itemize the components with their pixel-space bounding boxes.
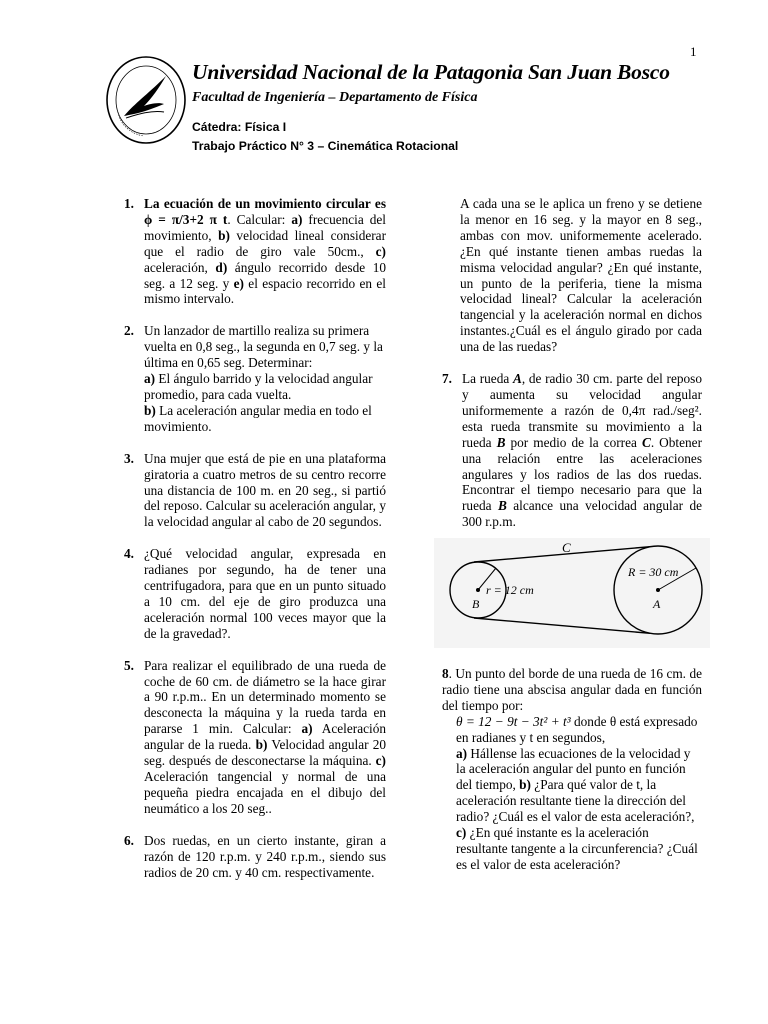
problem-8: 8. Un punto del borde de una rueda de 16 cm. de radio tiene una abscisa angular dada en función del tiempo por: θ = 12 − 9t − 3t² + t³ donde θ está expresado en radianes y t en segundos, a) Hállense las ecuaciones de la velocidad y la aceleración angular del punto en función del tiempo, b) ¿Para qué valor de t, la aceleración resultante tiene la dirección del radio? ¿Cuál es el valor de esta aceleración?, c) ¿En qué instante es la aceleración resultante tangente a la circunferencia? ¿Cuál es el valor de esta aceleración? [442,666,702,872]
catedra: Cátedra: Física I [192,120,287,134]
problem-4 [124,546,386,641]
label-a: A [653,597,661,612]
practico-title: Trabajo Práctico N° 3 – Cinemática Rotacional [192,139,459,153]
pulley-diagram [434,538,710,648]
problem-number: 4. [124,546,134,562]
problem-2: 2. Un lanzador de martillo realiza su primera vuelta en 0,8 seg., la segunda en 0,7 seg. y la última en 0,65 seg. Determinar: a) El ángulo barrido y la velocidad angular promedio, para cada vuelta. b) La aceleración angular media en todo el movimiento. [124,323,386,434]
left-column [124,196,386,880]
problem-1-equation: La ecuación de un movimiento circular es ϕ = π/3+2 π t [144,196,386,227]
problem-number: 5. [124,657,134,673]
problem-7: 7. La rueda A, de radio 30 cm. parte del reposo y aumenta su velocidad angular uniformemente a razón de 0,4π rad./seg². esta rueda transmite su movimiento a la rueda B por medio de la correa C. Obtener una relación entre las aceleraciones angulares y los radios de las dos ruedas. Encontrar el tiempo necesario para que la rueda B alcance una velocidad angular de 300 r.p.m. [442,371,702,530]
problem-5: 5. Para realizar el equilibrado de una rueda de coche de 60 cm. de diámetro se la hace girar a 90 r.p.m.. En un determinado momento se desconecta la máquina y la rueda tarda en pararse 1 min. Calcular: a) Aceleración angular de la rueda. b) Velocidad angular 20 seg. después de desconectarse la máquina. c) Aceleración tangencial y normal de una pequeña piedra encajada en el dibujo del neumático a los 20 seg.. [124,657,386,816]
problem-6-text: Dos ruedas, en un cierto instante, giran a razón de 120 r.p.m. y 240 r.p.m., siendo sus radios de 20 cm. y 40 cm. respectivamente. [144,832,386,880]
problem-number: 7. [442,371,452,387]
problem-3 [124,451,386,531]
label-r-small: r = 12 cm [486,583,534,598]
label-c: C [562,540,571,556]
problem-4-text: ¿Qué velocidad angular, expresada en radianes por segundo, ha de tener una centrifugadora, para que en un punto situado a 10 cm. del eje de giro produzca una aceleración normal 100 veces mayor que la de la gravedad?. [144,546,386,641]
page-number: 1 [690,44,697,59]
problem-number: 2. [124,323,134,339]
problem-8-equation: θ = 12 − 9t − 3t² + t³ [456,713,571,729]
document-header [192,60,732,156]
problem-number: 6. [124,832,134,848]
label-b: B [472,597,480,612]
problem-number: 1. [124,196,134,211]
faculty-department: Facultad de Ingeniería – Departamento de Física [192,90,478,105]
university-name: Universidad Nacional de la Patagonia San Juan Bosco [192,60,670,84]
problem-6 [124,833,386,881]
university-seal-logo [104,54,188,146]
problem-1: 1. La ecuación de un movimiento circular es ϕ = π/3+2 π t. Calcular: a) frecuencia del movimiento, b) velocidad lineal considerar que el radio de giro vale 50cm., c) aceleración, d) ángulo recorrido desde 10 seg. a 12 seg. y e) el espacio recorrido en el mismo intervalo. [124,196,386,307]
problem-2-intro: Un lanzador de martillo realiza su primera vuelta en 0,8 seg., la segunda en 0,7 seg. y la última en 0,65 seg. Determinar: [144,323,383,371]
problem-3-text: Una mujer que está de pie en una plataforma giratoria a cuatro metros de su centro recorre una distancia de 100 m. en 20 seg., si partió del reposo. Calcular su aceleración angular, y la velocidad angular al cabo de 20 segundos. [144,450,386,530]
problem-6-continuation: A cada una se le aplica un freno y se detiene la menor en 16 seg. y la mayor en 8 seg., ambas con mov. uniformemente acelerado. ¿En qué instante tienen ambas ruedas la misma velocidad angular? ¿En qué instante, un punto de la periferia, tiene la misma velocidad lineal? Calcular la aceleración tangencial y la aceleración normal en dichos instantes.¿Cuál es el ángulo girado por cada una de las ruedas? [460,196,702,355]
label-r-big: R = 30 cm [628,565,679,580]
right-column [442,196,702,889]
problem-number: 3. [124,450,134,466]
problem-number: 8 [442,666,449,682]
